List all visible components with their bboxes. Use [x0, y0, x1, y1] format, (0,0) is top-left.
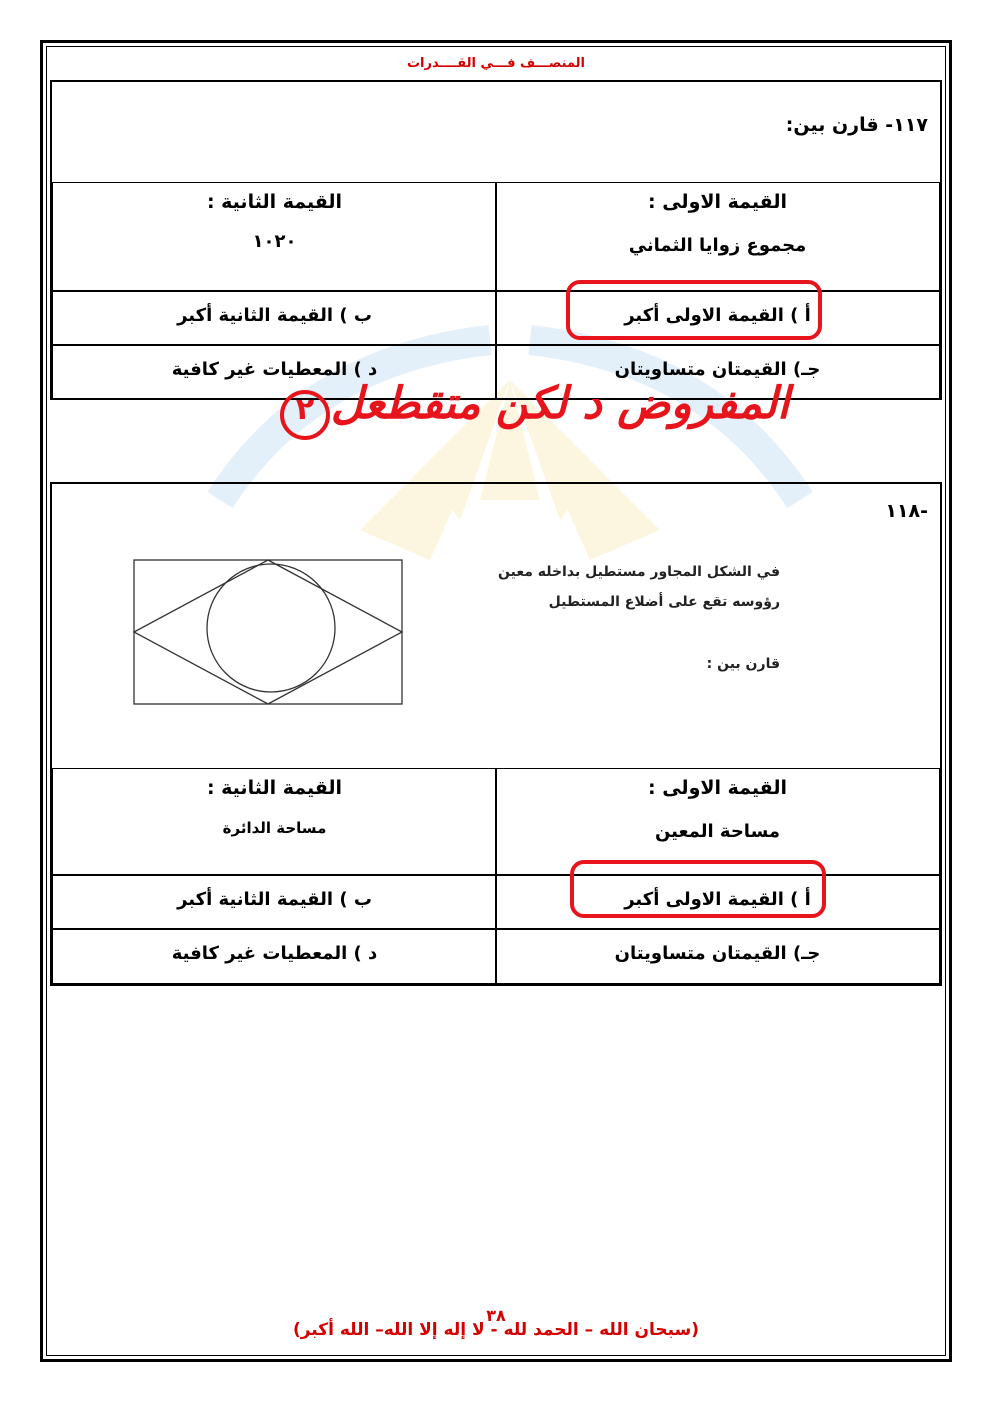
- q118-option-b[interactable]: ب ) القيمة الثانية أكبر: [52, 874, 497, 930]
- page-number: ٣٨: [486, 1306, 506, 1325]
- q118-first-value: مساحة المعين: [654, 821, 781, 842]
- footer-dhikr: (سبحان الله – الحمد لله - لا إله إلا الله– الله أكبر): [292, 1320, 700, 1340]
- q118-option-d[interactable]: د ) المعطيات غير كافية: [52, 928, 497, 984]
- q117-second-value-cell: [52, 182, 497, 292]
- q118-second-value-cell: [52, 768, 497, 876]
- q118-option-a[interactable]: أ ) القيمة الاولى أكبر: [495, 874, 940, 930]
- q117-option-c[interactable]: جـ) القيمتان متساويتان: [495, 344, 940, 400]
- page-header-title: المنصـــف فـــي القــــدرات: [406, 56, 585, 71]
- q117-first-label: القيمة الاولى :: [648, 191, 787, 213]
- figure-description-line1: في الشكل المجاور مستطيل بداخله معين: [498, 564, 780, 580]
- handwritten-note: المفروض د لكن متقطعل: [330, 378, 790, 429]
- q118-option-c[interactable]: جـ) القيمتان متساويتان: [495, 928, 940, 984]
- q118-second-value: مساحة الدائرة: [222, 819, 327, 837]
- figure-compare-label: قارن بين :: [706, 656, 780, 672]
- q117-second-value: ١٠٢٠: [252, 231, 297, 252]
- q117-first-value-cell: [495, 182, 940, 292]
- q118-second-label: القيمة الثانية :: [206, 777, 343, 799]
- question-118-title: -١١٨: [885, 500, 928, 522]
- q117-second-label: القيمة الثانية :: [206, 191, 343, 213]
- q117-option-d[interactable]: د ) المعطيات غير كافية: [52, 344, 497, 400]
- q117-answer-highlight: [566, 280, 822, 340]
- rectangle-rhombus-circle-figure: [132, 556, 404, 706]
- question-117: [50, 80, 942, 400]
- q117-option-a[interactable]: أ ) القيمة الاولى أكبر: [495, 290, 940, 346]
- q117-first-value: مجموع زوايا الثماني: [628, 235, 807, 256]
- q117-option-b[interactable]: ب ) القيمة الثانية أكبر: [52, 290, 497, 346]
- q118-answer-highlight: [570, 860, 826, 918]
- handwritten-circled-number: ٢: [295, 392, 315, 427]
- question-117-title: ١١٧- قارن بين:: [785, 114, 928, 136]
- q118-first-label: القيمة الاولى :: [648, 777, 787, 799]
- figure-description-line2: رؤوسه تقع على أضلاع المستطيل: [548, 594, 780, 610]
